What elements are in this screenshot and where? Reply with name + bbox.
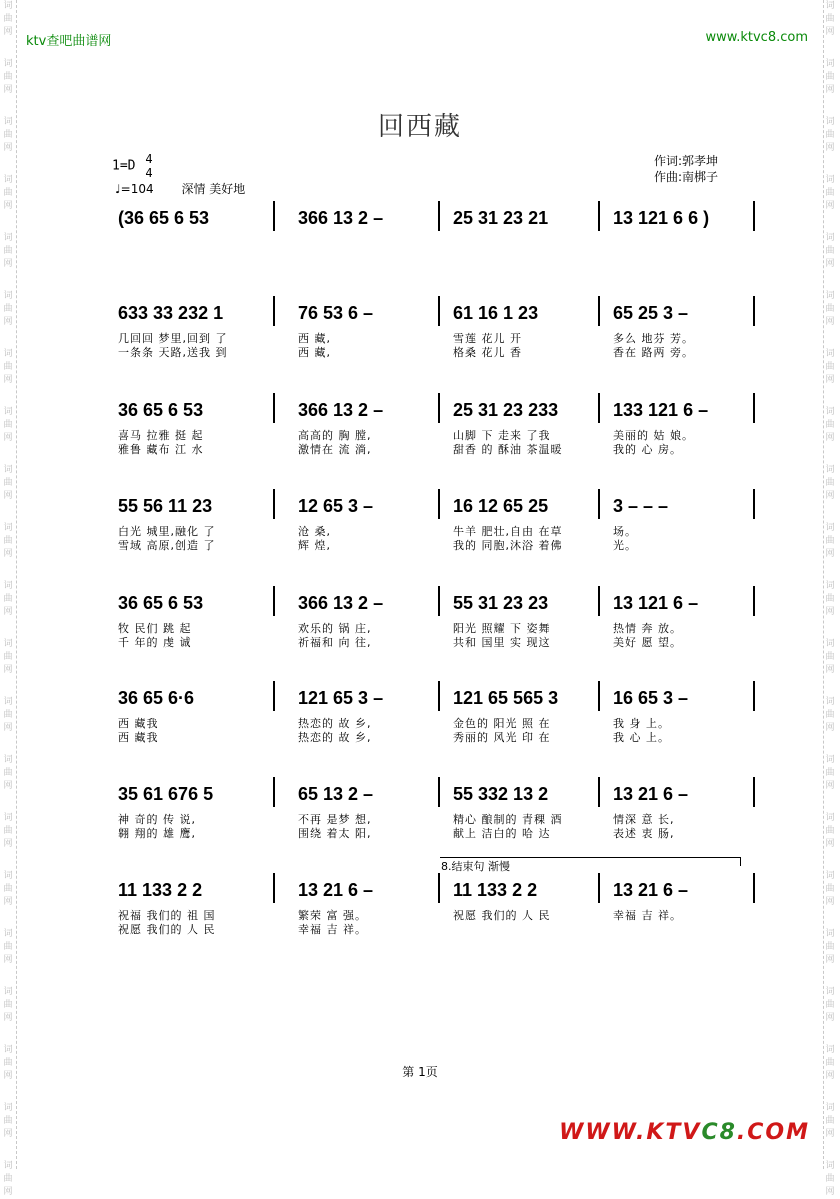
lyric-verse-2: 西 藏我 — [118, 731, 159, 744]
watermark-text: 词 曲 网 — [825, 697, 835, 733]
credits — [654, 153, 718, 185]
measure: 36 65 6·6 — [118, 687, 195, 708]
watermark-text: 词 曲 网 — [825, 929, 835, 965]
lyric-verse-1: 场。 — [613, 525, 637, 538]
watermark-text: 词 曲 网 — [825, 755, 835, 791]
song-title: 回西藏 — [377, 112, 462, 142]
ending-annotation: 8.结束句 渐慢 — [441, 860, 510, 873]
bar-line — [598, 586, 600, 616]
watermark-text: 词 曲 网 — [825, 1161, 835, 1197]
bar-line — [753, 777, 755, 807]
bar-line — [753, 489, 755, 519]
bar-line — [753, 873, 755, 903]
watermark-text: 词 曲 网 — [3, 59, 13, 95]
lyric-verse-2: 共和 国里 实 现这 — [453, 636, 551, 649]
bar-line — [273, 201, 275, 231]
header-site-name[interactable]: ktv查吧曲谱网 — [26, 34, 112, 49]
watermark-text: 词 曲 网 — [825, 581, 835, 617]
time-sig-bottom: 4 — [145, 166, 153, 180]
lyric-verse-2: 一条条 天路,送我 到 — [118, 346, 228, 359]
measure: 11 133 2 2 — [118, 879, 203, 900]
measure: 65 13 2 – — [298, 783, 374, 804]
measure: 25 31 23 233 — [453, 399, 559, 420]
bar-line — [753, 201, 755, 231]
measure: 633 33 232 1 — [118, 302, 224, 323]
lyric-verse-2: 辉 煌, — [298, 539, 331, 552]
watermark-text: 词 曲 网 — [3, 639, 13, 675]
measure: 366 13 2 – — [298, 592, 384, 613]
lyric-verse-2: 祈福和 向 往, — [298, 636, 372, 649]
measure: 16 12 65 25 — [453, 495, 549, 516]
lyric-verse-2: 雅鲁 藏布 江 水 — [118, 443, 204, 456]
bar-line — [598, 873, 600, 903]
lyric-verse-1: 金色的 阳光 照 在 — [453, 717, 551, 730]
bar-line — [273, 393, 275, 423]
bar-line — [273, 873, 275, 903]
lyric-verse-1: 祝福 我们的 祖 国 — [118, 909, 216, 922]
bar-line — [438, 586, 440, 616]
footer-logo-c: .COM — [736, 1120, 810, 1145]
bar-line — [273, 586, 275, 616]
lyric-verse-1: 热恋的 故 乡, — [298, 717, 372, 730]
watermark-text: 词 曲 网 — [3, 871, 13, 907]
lyric-verse-1: 美丽的 姑 娘。 — [613, 429, 694, 442]
lyric-verse-2: 美好 愿 望。 — [613, 636, 682, 649]
watermark-text: 词 曲 网 — [825, 465, 835, 501]
lyric-verse-2: 激情在 流 淌, — [298, 443, 372, 456]
lyric-verse-1: 阳光 照耀 下 姿舞 — [453, 622, 551, 635]
lyric-verse-2: 香在 路两 旁。 — [613, 346, 694, 359]
lyric-verse-2: 光。 — [613, 539, 637, 552]
watermark-text: 词 曲 网 — [825, 1103, 835, 1139]
lyric-verse-1: 高高的 胸 膛, — [298, 429, 372, 442]
lyric-verse-2: 我的 同胞,沐浴 着佛 — [453, 539, 563, 552]
watermark-text: 词 曲 网 — [825, 639, 835, 675]
watermark-text: 词 曲 网 — [3, 813, 13, 849]
lyric-verse-2: 幸福 吉 祥。 — [298, 923, 367, 936]
lyric-verse-1: 神 奇的 传 说, — [118, 813, 196, 826]
bar-line — [598, 393, 600, 423]
bar-line — [273, 777, 275, 807]
footer-logo-a: WWW.KTV — [559, 1120, 702, 1145]
lyric-verse-1: 不再 是梦 想, — [298, 813, 372, 826]
watermark-text: 词 曲 网 — [825, 987, 835, 1023]
key-signature — [112, 152, 153, 180]
watermark-text: 词 曲 网 — [825, 291, 835, 327]
bar-line — [438, 681, 440, 711]
watermark-text: 词 曲 网 — [825, 59, 835, 95]
bar-line — [273, 296, 275, 326]
bar-line — [273, 489, 275, 519]
footer-logo-b: C8 — [701, 1120, 737, 1145]
lyric-verse-2: 格桑 花儿 香 — [453, 346, 522, 359]
measure: (36 65 6 53 — [118, 207, 210, 228]
lyric-verse-1: 牧 民们 跳 起 — [118, 622, 192, 635]
watermark-text: 词 曲 网 — [3, 1, 13, 37]
watermark-text: 词 曲 网 — [825, 407, 835, 443]
watermark-text: 词 曲 网 — [3, 465, 13, 501]
bar-line — [438, 873, 440, 903]
watermark-text: 词 曲 网 — [825, 1, 835, 37]
lyric-verse-2: 千 年的 虔 诚 — [118, 636, 192, 649]
bar-line — [598, 777, 600, 807]
page-number: 第 1页 — [402, 1065, 438, 1079]
measure: 13 21 6 – — [298, 879, 374, 900]
lyric-verse-2: 热恋的 故 乡, — [298, 731, 372, 744]
measure: 3 – – – — [613, 495, 669, 516]
lyric-verse-2: 翱 翔的 雄 鹰, — [118, 827, 196, 840]
tempo-value: =104 — [120, 182, 154, 196]
watermark-text: 词 曲 网 — [3, 1103, 13, 1139]
bar-line — [438, 296, 440, 326]
watermark-text: 词 曲 网 — [3, 697, 13, 733]
measure: 13 21 6 – — [613, 879, 689, 900]
lyric-verse-2: 围绕 着太 阳, — [298, 827, 372, 840]
lyric-verse-1: 沧 桑, — [298, 525, 331, 538]
bar-line — [438, 393, 440, 423]
bar-line — [753, 296, 755, 326]
lyric-verse-2: 祝愿 我们的 人 民 — [118, 923, 216, 936]
lyric-verse-1: 西 藏我 — [118, 717, 159, 730]
measure: 76 53 6 – — [298, 302, 374, 323]
bar-line — [598, 201, 600, 231]
watermark-text: 词 曲 网 — [3, 291, 13, 327]
bar-line — [598, 296, 600, 326]
measure: 61 16 1 23 — [453, 302, 539, 323]
lyric-verse-1: 牛羊 肥壮,自由 在草 — [453, 525, 563, 538]
lyric-verse-1: 繁荣 富 强。 — [298, 909, 367, 922]
watermark-text: 词 曲 网 — [825, 871, 835, 907]
key-label: 1=D — [112, 158, 136, 174]
time-sig-top: 4 — [145, 152, 153, 166]
lyric-verse-2: 献上 洁白的 哈 达 — [453, 827, 551, 840]
lyric-verse-1: 精心 酿制的 青稞 酒 — [453, 813, 563, 826]
bar-line — [438, 777, 440, 807]
measure: 25 31 23 21 — [453, 207, 549, 228]
measure: 366 13 2 – — [298, 399, 384, 420]
lyric-verse-1: 多么 地芬 芳。 — [613, 332, 694, 345]
lyric-verse-2: 我 心 上。 — [613, 731, 670, 744]
watermark-text: 词 曲 网 — [825, 117, 835, 153]
watermark-text: 词 曲 网 — [3, 987, 13, 1023]
watermark-text: 词 曲 网 — [3, 1161, 13, 1197]
measure: 55 56 11 23 — [118, 495, 213, 516]
bar-line — [438, 201, 440, 231]
measure: 16 65 3 – — [613, 687, 689, 708]
lyric-verse-1: 我 身 上。 — [613, 717, 670, 730]
measure: 36 65 6 53 — [118, 399, 204, 420]
lyric-verse-1: 白光 城里,融化 了 — [118, 525, 216, 538]
lyric-verse-1: 幸福 吉 祥。 — [613, 909, 682, 922]
measure: 35 61 676 5 — [118, 783, 214, 804]
lyric-verse-1: 祝愿 我们的 人 民 — [453, 909, 551, 922]
watermark-text: 词 曲 网 — [3, 523, 13, 559]
header-site-url[interactable]: www.ktvc8.com — [705, 30, 808, 45]
watermark-text: 词 曲 网 — [3, 755, 13, 791]
watermark-text: 词 曲 网 — [825, 523, 835, 559]
measure: 13 121 6 – — [613, 592, 699, 613]
watermark-text: 词 曲 网 — [3, 1045, 13, 1081]
measure: 121 65 565 3 — [453, 687, 559, 708]
lyric-verse-1: 雪莲 花儿 开 — [453, 332, 522, 345]
lyric-verse-1: 热情 奔 放。 — [613, 622, 682, 635]
lyric-verse-2: 我的 心 房。 — [613, 443, 682, 456]
bar-line — [273, 681, 275, 711]
measure: 13 121 6 6 ) — [613, 207, 710, 228]
measure: 133 121 6 – — [613, 399, 709, 420]
watermark-text: 词 曲 网 — [825, 233, 835, 269]
expression-text: 深情 美好地 — [181, 182, 246, 196]
bar-line — [598, 489, 600, 519]
lyric-verse-2: 秀丽的 风光 印 在 — [453, 731, 551, 744]
measure: 13 21 6 – — [613, 783, 689, 804]
time-signature — [145, 152, 152, 180]
footer-logo — [559, 1120, 810, 1145]
watermark-text: 词 曲 网 — [825, 813, 835, 849]
measure: 36 65 6 53 — [118, 592, 204, 613]
lyric-verse-1: 山脚 下 走来 了我 — [453, 429, 551, 442]
lyric-verse-2: 雪域 高原,创造 了 — [118, 539, 216, 552]
measure: 55 31 23 23 — [453, 592, 549, 613]
lyricist: 作词:郭孝坤 — [654, 154, 719, 168]
watermark-text: 词 曲 网 — [3, 117, 13, 153]
quarter-note-icon: ♩ — [115, 182, 121, 196]
watermark-text: 词 曲 网 — [825, 349, 835, 385]
watermark-text: 词 曲 网 — [3, 175, 13, 211]
measure: 65 25 3 – — [613, 302, 689, 323]
bar-line — [438, 489, 440, 519]
watermark-text: 词 曲 网 — [825, 175, 835, 211]
measure: 55 332 13 2 — [453, 783, 549, 804]
lyric-verse-1: 欢乐的 锅 庄, — [298, 622, 372, 635]
lyric-verse-1: 几回回 梦里,回到 了 — [118, 332, 228, 345]
bar-line — [753, 393, 755, 423]
watermark-text: 词 曲 网 — [3, 929, 13, 965]
tempo-marking — [115, 180, 245, 197]
bar-line — [598, 681, 600, 711]
bar-line — [753, 681, 755, 711]
composer: 作曲:南梆子 — [654, 170, 719, 184]
lyric-verse-2: 西 藏, — [298, 346, 331, 359]
measure: 12 65 3 – — [298, 495, 374, 516]
lyric-verse-1: 西 藏, — [298, 332, 331, 345]
watermark-text: 词 曲 网 — [3, 233, 13, 269]
watermark-text: 词 曲 网 — [825, 1045, 835, 1081]
lyric-verse-1: 喜马 拉雅 挺 起 — [118, 429, 204, 442]
watermark-text: 词 曲 网 — [3, 581, 13, 617]
measure: 121 65 3 – — [298, 687, 384, 708]
lyric-verse-1: 情深 意 长, — [613, 813, 675, 826]
lyric-verse-2: 甜香 的 酥油 茶温暖 — [453, 443, 563, 456]
bar-line — [753, 586, 755, 616]
measure: 11 133 2 2 — [453, 879, 538, 900]
lyric-verse-2: 表述 衷 肠, — [613, 827, 675, 840]
watermark-text: 词 曲 网 — [3, 407, 13, 443]
watermark-text: 词 曲 网 — [3, 349, 13, 385]
measure: 366 13 2 – — [298, 207, 384, 228]
